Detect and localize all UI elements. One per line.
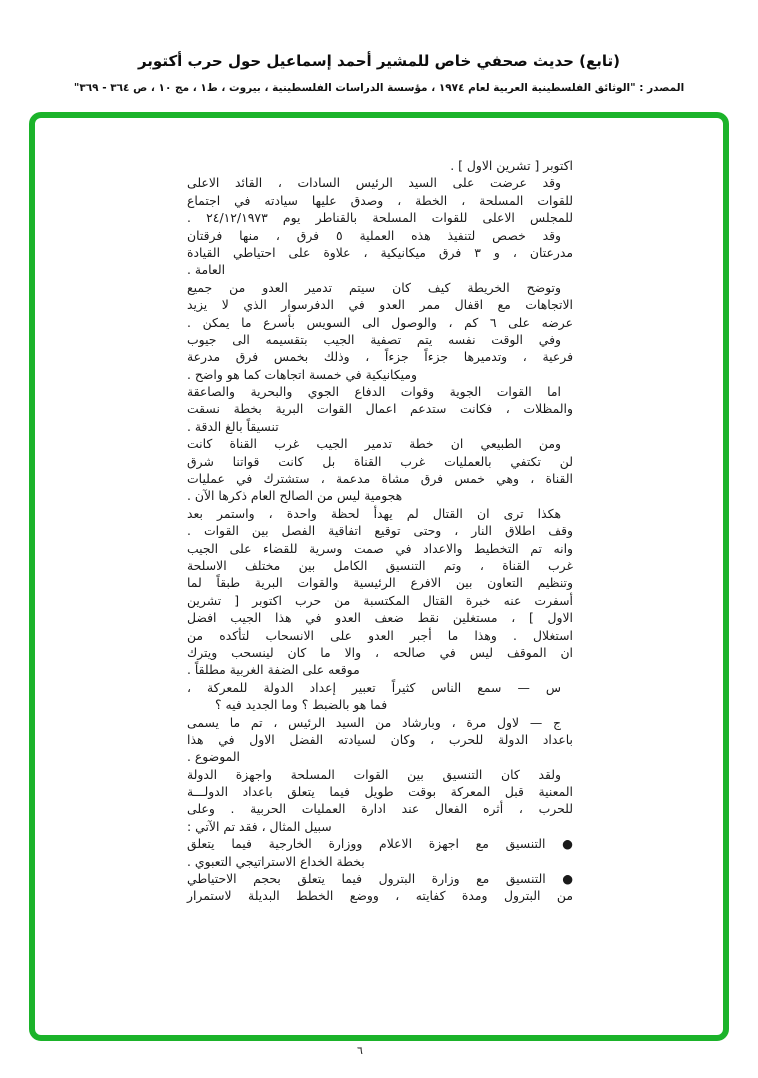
- text-line: أسفرت عنه خبرة القتال المكتسبة من حرب اكتوبر [ تشرين: [187, 592, 573, 608]
- text-line: وقد خصص لتنفيذ هذه العملية ٥ فرق ، منها فرقتان: [187, 227, 561, 243]
- text-line: س — سمع الناس كثيراً تعبير إعداد الدولة للمعركة ،: [187, 679, 561, 695]
- text-line: الموضوع .: [187, 749, 240, 765]
- text-line: وقف اطلاق النار ، وحتى توقيع اتفاقية الفصل بين القوات .: [187, 523, 573, 539]
- text-line: بخطة الخداع الاستراتيجي التعبوي .: [187, 853, 365, 869]
- text-line: هكذا ترى ان القتال لم يهدأ لحظة واحدة ، واستمر بعد: [187, 505, 561, 521]
- text-line: العامة .: [187, 262, 226, 278]
- text-line: ج — لاول مرة ، وبارشاد من السيد الرئيس ، تم ما يسمى: [187, 714, 561, 730]
- page-number: ٦: [357, 1044, 363, 1057]
- text-line: سبيل المثال ، فقد تم الآتي :: [187, 818, 332, 834]
- text-line: فرعية ، وتدميرها جزءاً جزءاً ، وذلك بخمس فرق مدرعة: [187, 349, 573, 365]
- highlight-border: [29, 112, 729, 1041]
- text-line: الاتجاهات مع اقفال ممر العدو في الدفرسوار الذي لا يزيد: [187, 297, 573, 313]
- text-line: ● التنسيق مع اجهزة الاعلام ووزارة الخارجية فيما يتعلق: [187, 836, 573, 852]
- text-line: وانه تم التخطيط والاعداد في صمت وسرية للقضاء على الجيب: [187, 540, 573, 556]
- text-line: الاول ] ، مستغلين نقط ضعف العدو في هذا الجيب افضل: [187, 610, 573, 626]
- text-line: من البترول ومدة كفايته ، ووضع الخطط البديلة لاستمرار: [187, 888, 573, 904]
- text-line: لن تكتفي بالعمليات غرب القناة بل كانت قواتنا شرق: [187, 453, 573, 469]
- text-line: وميكانيكية في خمسة اتجاهات كما هو واضح .: [187, 366, 418, 382]
- text-line: والمظلات ، فكانت ستدعم اعمال القوات البرية بخطة نسقت: [187, 401, 573, 417]
- text-line: موقعه على الضفة الغربية مطلقاً .: [187, 662, 360, 678]
- text-line: فما هو بالضبط ؟ وما الجديد فيه ؟: [215, 697, 388, 713]
- text-line: تنسيقاً بالغ الدقة .: [187, 418, 279, 434]
- text-line: عرضه على ٦ كم ، والوصول الى السويس بأسرع ما يمكن .: [187, 314, 573, 330]
- text-line: وتنظيم التعاون بين الافرع الرئيسية والقوات البرية طبقاً لما: [187, 575, 573, 591]
- text-line: باعداد الدولة للحرب ، وكان لسيادته الفضل الاول في هذا: [187, 731, 573, 747]
- text-line: وقد عرضت على السيد الرئيس السادات ، القائد الاعلى: [187, 175, 561, 191]
- text-line: وتوضح الخريطة كيف كان سيتم تدمير العدو من جميع: [187, 279, 561, 295]
- document-title: (تابع) حديث صحفي خاص للمشير أحمد إسماعيل حول حرب أكتوبر: [137, 52, 621, 70]
- text-line: ان الموقف ليس في صالحه ، والا ما كان لينسحب ويترك: [187, 644, 573, 660]
- text-line: هجومية ليس من الصالح العام ذكرها الآن .: [187, 488, 403, 504]
- text-line: وفي الوقت نفسه يتم تصفية الجيب بتقسيمه الى جيوب: [187, 331, 561, 347]
- body-text: [187, 157, 573, 905]
- text-line: للحرب ، أثره الفعال عند ادارة العمليات الحربية . وعلى: [187, 801, 573, 817]
- text-line: للقوات المسلحة ، الخطة ، وصدق عليها سيادته في اجتماع: [187, 192, 573, 208]
- text-line: غرب القناة ، وتم التنسيق الكامل بين مختلف الاسلحة: [187, 557, 573, 573]
- text-line: استغلال . وهذا ما أجبر العدو على الانسحاب لتأكده من: [187, 627, 573, 643]
- text-line: المعنية قبل المعركة بوقت طويل فيما يتعلق باعداد الدولـــة: [187, 784, 573, 800]
- text-line: القناة ، وهي خمس فرق مشاة مدعمة ، ستشترك في عمليات: [187, 471, 573, 487]
- source-citation: المصدر : "الوثائق الفلسطينية العربية لعام ١٩٧٤ ، مؤسسة الدراسات الفلسطينية ، بيروت ، ط١ ، مج ١٠ ، ص ٣٦٤ - ٣٦٩": [73, 82, 685, 94]
- text-line: اما القوات الجوية وقوات الدفاع الجوي والبحرية والصاعقة: [187, 384, 561, 400]
- text-line: اكتوبر [ تشرين الاول ] .: [450, 158, 573, 173]
- text-line: ولقد كان التنسيق بين القوات المسلحة واجهزة الدولة: [187, 766, 561, 782]
- text-line: ومن الطبيعي ان خطة تدمير الجيب غرب القناة كانت: [187, 436, 561, 452]
- text-line: ● التنسيق مع وزارة البترول فيما يتعلق بحجم الاحتياطي: [187, 871, 573, 887]
- text-line: مدرعتان ، و ٣ فرق ميكانيكية ، علاوة على احتياطي القيادة: [187, 244, 573, 260]
- text-line: للمجلس الاعلى للقوات المسلحة بالقناطر يوم ٢٤/١٢/١٩٧٣ .: [187, 210, 573, 226]
